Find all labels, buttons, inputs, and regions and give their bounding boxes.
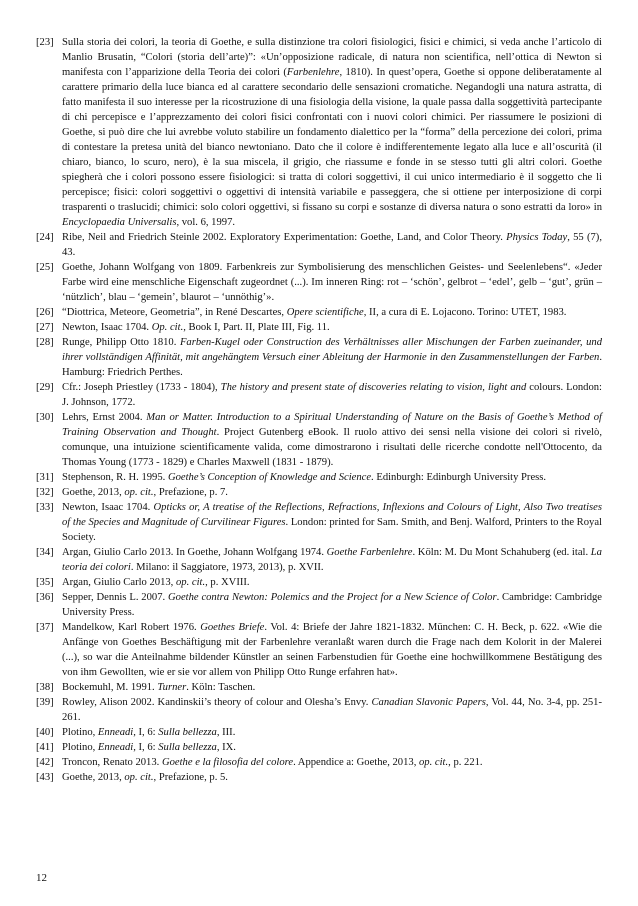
reference-text bbox=[62, 755, 602, 770]
reference-italic-segment: Op. cit. bbox=[151, 322, 184, 333]
reference-italic-segment: op. cit. bbox=[419, 757, 449, 768]
reference-segment: , p. 221. bbox=[448, 757, 483, 768]
reference-segment: . Köln: M. Du Mont Schahuberg (ed. ital. bbox=[412, 547, 591, 558]
reference-segment: Bockemuhl, M. 1991. bbox=[62, 682, 158, 693]
reference-segment: Argan, Giulio Carlo 2013, bbox=[62, 577, 176, 588]
reference-segment: Goethe, 2013, bbox=[62, 772, 125, 783]
reference-segment: colours. London: J. Johnson, 1772. bbox=[62, 382, 603, 408]
reference-entry bbox=[36, 380, 602, 410]
reference-italic-segment: Physics Today bbox=[506, 232, 568, 243]
reference-italic-segment: La teoria dei colori bbox=[62, 547, 602, 573]
reference-entry bbox=[36, 740, 602, 755]
reference-italic-segment: Turner bbox=[157, 682, 187, 693]
reference-number: [36] bbox=[36, 592, 54, 603]
reference-number: [38] bbox=[36, 682, 54, 693]
reference-entry bbox=[36, 470, 602, 485]
reference-number: [25] bbox=[36, 262, 54, 273]
reference-number: [29] bbox=[36, 382, 54, 393]
reference-segment: , III. bbox=[216, 727, 236, 738]
reference-segment: . Vol. 4: Briefe der Jahre 1821-1832. München: C. H. Beck, p. 622. «Wie die Anfänge von Goethes Beschäftigung mit der Farbenlehre veranlaßt waren durch die Frage nach dem Kolorit in der Malerei (...), so war die Anteilnahme bildender Künstler an seinen Farbenstudien für Goethe eine hochwillkommene Bestätigung des von ihm Gewollten, wie er sie vor allem von Philipp Otto Runge erfahren hat». bbox=[62, 622, 602, 678]
reference-italic-segment: Goethe’s Conception of Knowledge and Science bbox=[167, 472, 372, 483]
reference-entry bbox=[36, 410, 602, 470]
reference-segment: . Hamburg: Friedrich Perthes. bbox=[62, 352, 602, 378]
reference-italic-segment: Opere scientifiche bbox=[286, 307, 364, 318]
reference-number: [42] bbox=[36, 757, 54, 768]
reference-italic-segment: Farben-Kugel oder Construction des Verhältnisses aller Mischungen der Farben zueinander, und ihrer vollständigen Affinität, mit angehängtem Versuch einer Ableitung der Harmonie in den Zusammenstellungen der Farben bbox=[62, 337, 602, 363]
reference-entry bbox=[36, 305, 602, 320]
reference-segment: Rowley, Alison 2002. Kandinskii’s theory of colour and Olesha’s Envy. bbox=[62, 697, 372, 708]
reference-italic-segment: Sulla bellezza bbox=[158, 727, 217, 738]
reference-text bbox=[62, 695, 602, 725]
reference-segment: Newton, Isaac 1704. bbox=[62, 322, 152, 333]
reference-text bbox=[62, 770, 602, 785]
reference-number: [31] bbox=[36, 472, 54, 483]
reference-text bbox=[62, 410, 602, 470]
reference-segment: , p. XVIII. bbox=[205, 577, 250, 588]
reference-entry bbox=[36, 770, 602, 785]
reference-italic-segment: op. cit. bbox=[124, 772, 154, 783]
reference-text bbox=[62, 725, 602, 740]
reference-segment: . London: printed for Sam. Smith, and Benj. Walford, Printers to the Royal Society. bbox=[62, 517, 602, 543]
reference-number: [34] bbox=[36, 547, 54, 558]
reference-italic-segment: Sulla bellezza bbox=[158, 742, 217, 753]
reference-segment: , Book I, Part. II, Plate III, Fig. 11. bbox=[183, 322, 330, 333]
reference-segment: Plotino, bbox=[62, 727, 98, 738]
reference-entry bbox=[36, 320, 602, 335]
reference-italic-segment: Enneadi bbox=[97, 727, 134, 738]
reference-italic-segment: Enneadi bbox=[97, 742, 134, 753]
reference-italic-segment: Man or Matter. Introduction to a Spiritual Understanding of Nature on the Basis of Goethe’s Method of Training Observation and Thought bbox=[62, 412, 602, 438]
reference-segment: Argan, Giulio Carlo 2013. In Goethe, Johann Wolfgang 1974. bbox=[62, 547, 327, 558]
reference-segment: Troncon, Renato 2013. bbox=[62, 757, 162, 768]
reference-segment: Sulla storia dei colori, la teoria di Goethe, e sulla distinzione tra colori fisiologici, fisici e chimici, si veda anche l’articolo di Manlio Brusatin, “Colori (storia dell’arte)”: «Un’opposizione radicale, di natura non scientifica, nell’ottica di Newton si manifesta con l’apparizione della Teoria dei colori ( bbox=[62, 37, 602, 78]
reference-entry bbox=[36, 545, 602, 575]
reference-number: [24] bbox=[36, 232, 54, 243]
reference-text bbox=[62, 500, 602, 545]
reference-segment: , II, a cura di E. Lojacono. Torino: UTET, 1983. bbox=[363, 307, 567, 318]
reference-text bbox=[62, 575, 602, 590]
reference-segment: , Vol. 44, No. 3-4, pp. 251-261. bbox=[62, 697, 603, 723]
reference-italic-segment: Opticks or, A treatise of the Reflections, Refractions, Inflexions and Colours of Light, Also Two treatises of the Species and Magnitude of Curvilinear Figures bbox=[62, 502, 602, 528]
reference-italic-segment: Encyclopaedia Universalis bbox=[62, 217, 177, 228]
reference-number: [43] bbox=[36, 772, 54, 783]
reference-number: [39] bbox=[36, 697, 54, 708]
reference-text bbox=[62, 485, 602, 500]
reference-text bbox=[62, 335, 602, 380]
reference-segment: , Prefazione, p. 7. bbox=[153, 487, 228, 498]
reference-entry bbox=[36, 590, 602, 620]
reference-number: [37] bbox=[36, 622, 54, 633]
reference-number: [32] bbox=[36, 487, 54, 498]
reference-segment: Runge, Philipp Otto 1810. bbox=[62, 337, 180, 348]
reference-segment: , I, 6: bbox=[133, 742, 159, 753]
reference-text bbox=[62, 260, 602, 305]
reference-entry bbox=[36, 230, 602, 260]
reference-italic-segment: Goethe e la filosofia del colore bbox=[161, 757, 294, 768]
reference-entry bbox=[36, 620, 602, 680]
reference-segment: . Project Gutenberg eBook. Il ruolo attivo dei sensi nella visione dei colori si rivelò, comunque, una intuizione scientificamente valida, come dimostrarono i risultati delle ricerche condotte nell'Ottocento, da Thomas Young (1773 - 1829) e Charles Maxwell (1831 - 1879). bbox=[62, 427, 602, 468]
reference-text bbox=[62, 620, 602, 680]
reference-segment: . Milano: il Saggiatore, 1973, 2013), p. XVII. bbox=[130, 562, 324, 573]
reference-italic-segment: Goethe Farbenlehre bbox=[326, 547, 413, 558]
reference-segment: . Köln: Taschen. bbox=[186, 682, 256, 693]
reference-segment: Mandelkow, Karl Robert 1976. bbox=[62, 622, 201, 633]
reference-number: [23] bbox=[36, 37, 54, 48]
reference-italic-segment: Canadian Slavonic Papers bbox=[371, 697, 486, 708]
reference-segment: Lehrs, Ernst 2004. bbox=[62, 412, 147, 423]
reference-segment: Stephenson, R. H. 1995. bbox=[62, 472, 168, 483]
reference-entry bbox=[36, 500, 602, 545]
reference-text bbox=[62, 680, 602, 695]
reference-segment: . Appendice a: Goethe, 2013, bbox=[293, 757, 419, 768]
reference-number: [41] bbox=[36, 742, 54, 753]
reference-segment: , Prefazione, p. 5. bbox=[153, 772, 228, 783]
reference-segment: . Edinburgh: Edinburgh University Press. bbox=[371, 472, 547, 483]
reference-italic-segment: op. cit. bbox=[124, 487, 154, 498]
reference-text bbox=[62, 305, 602, 320]
reference-italic-segment: Goethe contra Newton: Polemics and the Project for a New Science of Color bbox=[168, 592, 497, 603]
reference-entry bbox=[36, 680, 602, 695]
reference-segment: “Diottrica, Meteore, Geometria”, in René Descartes, bbox=[62, 307, 287, 318]
reference-number: [26] bbox=[36, 307, 54, 318]
reference-entry bbox=[36, 755, 602, 770]
page-number: 12 bbox=[36, 872, 47, 884]
reference-segment: , 55 (7), 43. bbox=[62, 232, 602, 258]
reference-list bbox=[36, 35, 602, 785]
reference-entry bbox=[36, 485, 602, 500]
reference-segment: , 1810). In quest’opera, Goethe si oppone deliberatamente al carattere primario della luce bianca ed al carattere secondario delle sensazioni cromatiche. Negandogli una natura astratta, di fatto manifesta il suo interesse per la ricostruzione di una fisiologia della visione, la quale passa dalla soggettività partecipante di chi percepisce e l’apprezzamento dei colori fisici confrontati con i nuovi colori chimici. Per riassumere le posizioni di Goethe, si può dire che lui avrebbe voluto stabilire un fondamento dialettico per la “forma” della percezione dei colori, prima di contestare la pretesa unità del bianco newtoniano. Dato che il colore è indifferentemente legato alla luce e all’oscurità (il chiaro, bianco, lo scuro, nero), è la sua miscela, il grigio, che riassume e fonde in se stesso tutti gli altri colori. Goethe spiegherà che i colori possono essere fisiologici: si tratta di colori soggettivi, il cui unico intermediario è il soggetto che li percepisce; fisici: colori soggettivi o oggettivi di intensità variabile e passeggera, che si ottiene per interposizione di corpi trasparenti o traslucidi; chimici: solo colori oggettivi, si fissano su corpi e sostanze di diversa natura o sono estratti da loro» in bbox=[62, 67, 602, 213]
reference-italic-segment: The history and present state of discoveries relating to vision, light and bbox=[220, 382, 527, 393]
reference-segment: Goethe, 2013, bbox=[62, 487, 125, 498]
reference-number: [27] bbox=[36, 322, 54, 333]
reference-segment: Ribe, Neil and Friedrich Steinle 2002. Exploratory Experimentation: Goethe, Land, and Color Theory. bbox=[62, 232, 507, 243]
reference-italic-segment: Goethes Briefe bbox=[200, 622, 265, 633]
reference-segment: Sepper, Dennis L. 2007. bbox=[62, 592, 168, 603]
reference-segment: , IX. bbox=[216, 742, 236, 753]
reference-italic-segment: op. cit. bbox=[175, 577, 206, 588]
reference-segment: , vol. 6, 1997. bbox=[176, 217, 236, 228]
reference-segment: . Cambridge: Cambridge University Press. bbox=[62, 592, 602, 618]
reference-entry bbox=[36, 335, 602, 380]
reference-entry bbox=[36, 260, 602, 305]
reference-italic-segment: Farbenlehre bbox=[286, 67, 340, 78]
reference-entry bbox=[36, 35, 602, 230]
reference-text bbox=[62, 740, 602, 755]
reference-segment: Cfr.: Joseph Priestley (1733 - 1804), bbox=[62, 382, 221, 393]
reference-number: [30] bbox=[36, 412, 54, 423]
reference-entry bbox=[36, 725, 602, 740]
reference-number: [35] bbox=[36, 577, 54, 588]
reference-segment: Goethe, Johann Wolfgang von 1809. Farbenkreis zur Symbolisierung des menschlichen Geistes- und Seelenlebens“. «Jeder Farbe wird eine menschliche Eigenschaft zugeordnet (...). Im inneren Ring: rot – ‘schön’, gelbrot – ‘edel’, gelb – ‘gut’, grün – ‘nützlich’, blau – ‘gemein’, blaurot – ‘unnöthig’». bbox=[62, 262, 602, 303]
reference-segment: Plotino, bbox=[62, 742, 98, 753]
reference-text bbox=[62, 35, 602, 230]
reference-segment: Newton, Isaac 1704. bbox=[62, 502, 154, 513]
reference-text bbox=[62, 320, 602, 335]
reference-entry bbox=[36, 695, 602, 725]
reference-text bbox=[62, 470, 602, 485]
reference-text bbox=[62, 380, 602, 410]
reference-text bbox=[62, 545, 602, 575]
reference-text bbox=[62, 590, 602, 620]
reference-text bbox=[62, 230, 602, 260]
reference-segment: , I, 6: bbox=[133, 727, 159, 738]
reference-number: [40] bbox=[36, 727, 54, 738]
reference-number: [33] bbox=[36, 502, 54, 513]
reference-entry bbox=[36, 575, 602, 590]
reference-number: [28] bbox=[36, 337, 54, 348]
